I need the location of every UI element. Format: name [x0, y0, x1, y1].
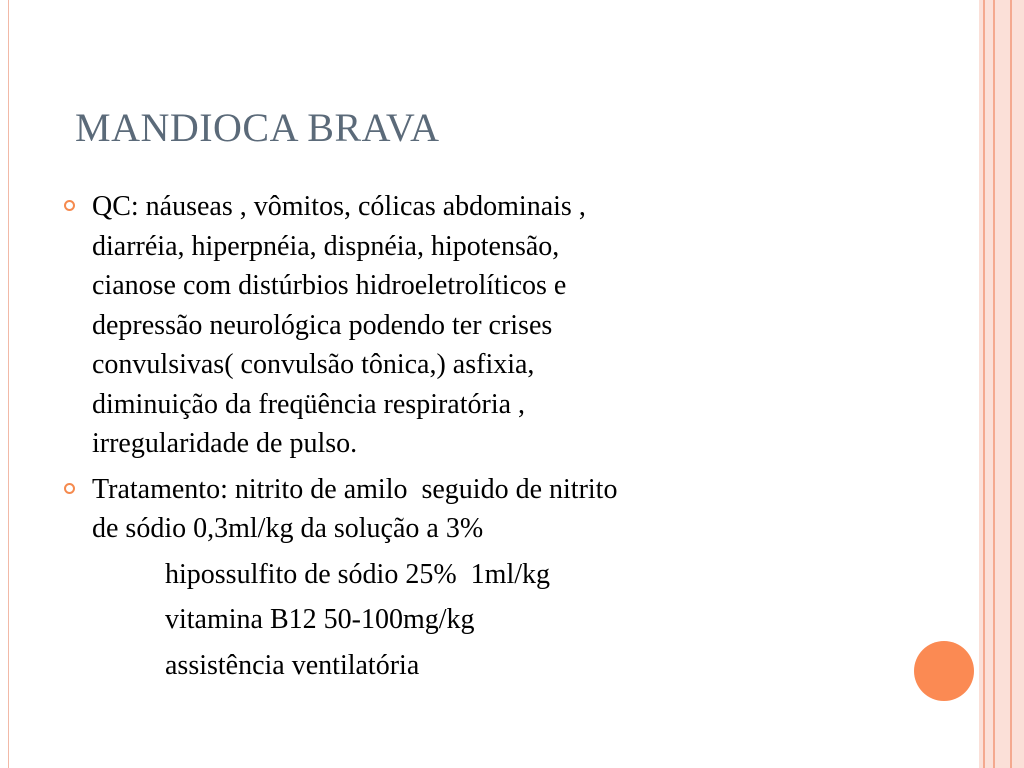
bullet-text-line: QC: náuseas , vômitos, cólicas abdominais ,	[92, 191, 586, 222]
bullet-item-treatment	[60, 470, 920, 686]
slide-content	[60, 187, 920, 691]
right-border-line	[993, 0, 995, 768]
bullet-text-line: convulsivas( convulsão tônica,) asfixia,	[92, 349, 535, 380]
left-border-line	[8, 0, 9, 768]
treatment-sub-line: hipossulfito de sódio 25% 1ml/kg	[165, 558, 550, 590]
treatment-sub-line: vitamina B12 50-100mg/kg	[165, 604, 475, 635]
bullet-icon	[64, 483, 75, 494]
right-border-line	[983, 0, 985, 768]
treatment-sub-line: assistência ventilatória	[165, 649, 420, 681]
bullet-icon	[64, 200, 75, 211]
bullet-text-line: de sódio 0,3ml/kg da solução a 3%	[92, 513, 484, 544]
bullet-text-line: depressão neurológica podendo ter crises	[92, 309, 553, 341]
right-border-band	[979, 0, 1024, 768]
bullet-text-line: diminuição da freqüência respiratória ,	[92, 388, 526, 420]
slide-title: MANDIOCA BRAVA	[75, 105, 440, 150]
bullet-text-line: cianose com distúrbios hidroeletrolíticos e	[92, 270, 567, 301]
bullet-text-line: irregularidade de pulso.	[92, 428, 358, 459]
bullet-text-line: Tratamento: nitrito de amilo seguido de nitrito	[92, 473, 618, 505]
orange-circle-icon	[914, 641, 974, 701]
bullet-text-line: diarréia, hiperpnéia, dispnéia, hipotensão,	[92, 230, 560, 262]
right-border-line	[1010, 0, 1012, 768]
bullet-item-symptoms	[60, 187, 920, 464]
